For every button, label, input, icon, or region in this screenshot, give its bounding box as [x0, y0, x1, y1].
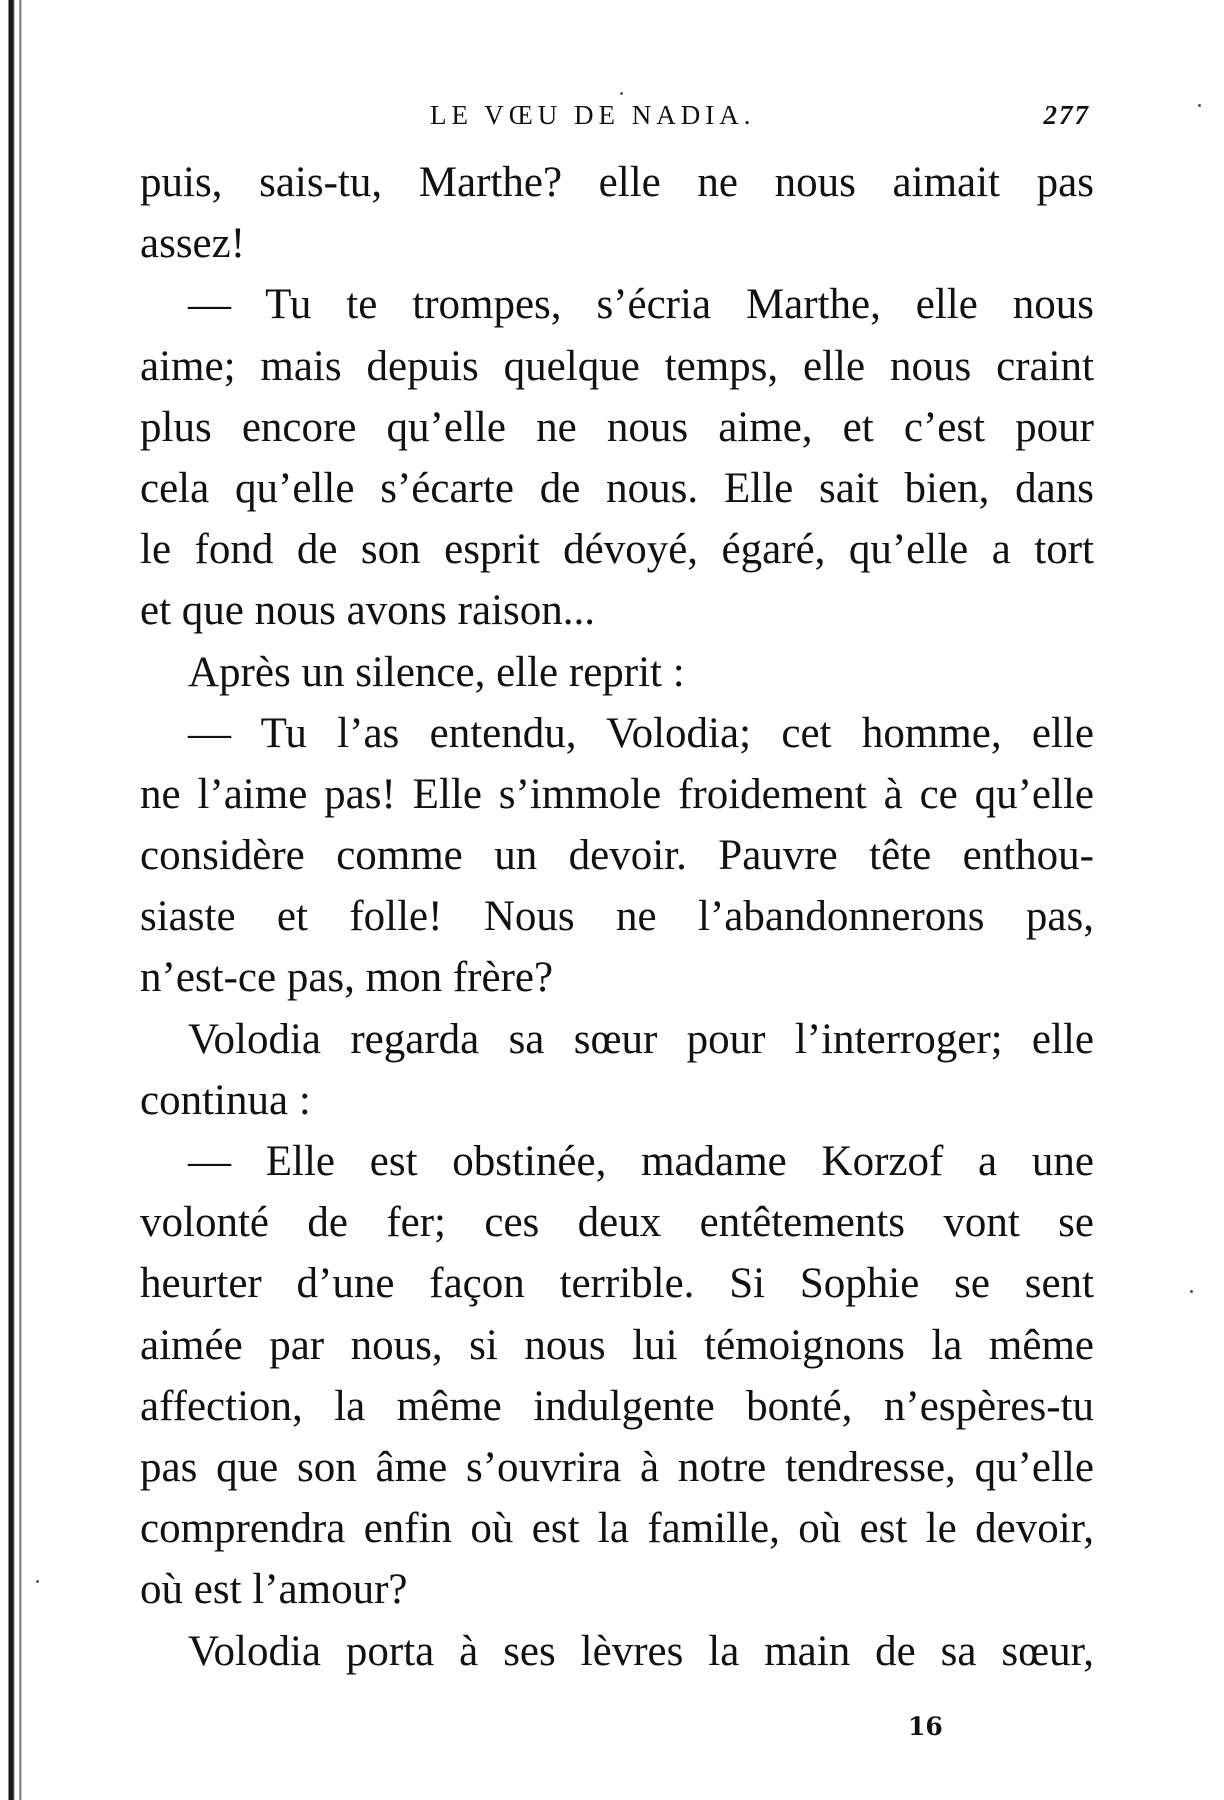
page-number: 277 [1043, 100, 1090, 130]
text-line: ne l’aime pas! Elle s’immole froidement à ce qu’elle [140, 770, 1094, 818]
text-line: continua : [140, 1076, 311, 1124]
text-line: aimée par nous, si nous lui témoignons la même [140, 1321, 1094, 1369]
text-line: n’est-ce pas, mon frère? [140, 954, 554, 1002]
print-speck [620, 92, 623, 95]
text-line: — Elle est obstinée, madame Korzof a une [188, 1138, 1094, 1185]
text-line: — Tu te trompes, s’écria Marthe, elle nous [188, 281, 1094, 329]
text-line: — Tu l’as entendu, Volodia; cet homme, elle [188, 709, 1094, 757]
text-line: puis, sais-tu, Marthe? elle ne nous aimait pas [140, 159, 1094, 206]
running-head [140, 100, 1090, 140]
text-line: Volodia porta à ses lèvres la main de sa sœur, [188, 1627, 1094, 1675]
text-line: siaste et folle! Nous ne l’abandonnerons pas, [140, 893, 1094, 941]
text-line: pas que son âme s’ouvrira à notre tendresse, qu’elle [140, 1443, 1094, 1491]
body-text [140, 152, 1094, 1682]
text-line: volonté de fer; ces deux entêtements vont se [140, 1199, 1094, 1247]
binding-edge [0, 0, 26, 1800]
text-line: aime; mais depuis quelque temps, elle nous craint [140, 342, 1094, 390]
text-line: considère comme un devoir. Pauvre tête enthou- [140, 832, 1094, 880]
running-title: LE VŒU DE NADIA. [430, 100, 756, 130]
text-line: Après un silence, elle reprit : [188, 648, 685, 696]
print-speck [36, 1580, 39, 1583]
print-speck [1190, 1290, 1193, 1293]
text-line: heurter d’une façon terrible. Si Sophie se sent [140, 1260, 1094, 1308]
text-line: Volodia regarda sa sœur pour l’interroger; elle [188, 1015, 1094, 1063]
text-line: et que nous avons raison... [140, 587, 596, 635]
text-line: où est l’amour? [140, 1566, 408, 1614]
text-line: le fond de son esprit dévoyé, égaré, qu’elle a tort [140, 526, 1094, 574]
print-speck [1198, 104, 1201, 107]
text-line: assez! [140, 220, 246, 268]
text-line: comprendra enfin où est la famille, où est le devoir, [140, 1505, 1094, 1553]
text-line: cela qu’elle s’écarte de nous. Elle sait bien, dans [140, 464, 1094, 512]
signature-mark: 16 [908, 1712, 943, 1741]
text-line: plus encore qu’elle ne nous aime, et c’est pour [140, 403, 1094, 451]
text-line: affection, la même indulgente bonté, n’espères-tu [140, 1382, 1094, 1430]
